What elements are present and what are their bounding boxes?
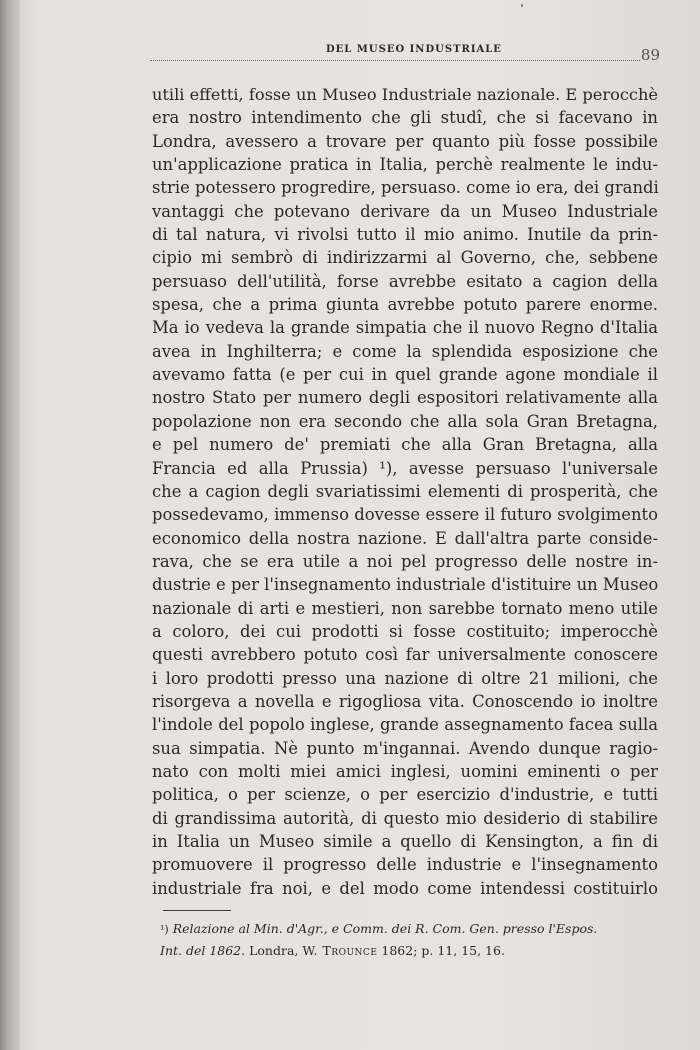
text-line: avea in Inghilterra; e come la splendida esposizione che [152, 341, 658, 361]
text-line: Londra, avessero a trovare per quanto più fosse possibile [152, 131, 658, 151]
text-line: questi avrebbero potuto così far universalmente conoscere [152, 645, 658, 665]
text-line: cipio mi sembrò di indirizzarmi al Governo, che, sebbene [152, 248, 658, 268]
text-line: promuovere il progresso delle industrie e l'insegnamento [152, 855, 658, 875]
footnote [160, 918, 665, 962]
footnote-rule [163, 910, 231, 911]
text-line: vantaggi che potevano derivare da un Museo Industriale [152, 201, 658, 221]
text-line: industriale fra noi, e del modo come intendessi costituirlo [152, 878, 658, 898]
text-line: era nostro intendimento che gli studî, che si facevano in [152, 108, 658, 128]
text-line: economico della nostra nazione. E dall'altra parte conside- [152, 528, 658, 548]
footnote-place: Londra, [249, 943, 299, 958]
page-number: 89 [640, 46, 660, 64]
text-line: rava, che se era utile a noi pel progresso delle nostre in- [152, 551, 658, 571]
footnote-title: Relazione al Min. d'Agr., e Comm. dei R. Com. Gen. presso l'Espos. [172, 921, 598, 936]
text-line: sua simpatia. Nè punto m'ingannai. Avendo dunque ragio- [152, 738, 658, 758]
page-gutter-shadow [0, 0, 20, 1050]
text-line: che a cagion degli svariatissimi elementi di prosperità, che [152, 481, 658, 501]
text-line: di tal natura, vi rivolsi tutto il mio animo. Inutile da prin- [152, 225, 658, 245]
dust-speck [521, 4, 523, 7]
text-line: un'applicazione pratica in Italia, perchè realmente le indu- [152, 155, 658, 175]
footnote-line-2 [160, 940, 665, 962]
running-title: DEL MUSEO INDUSTRIALE [326, 44, 502, 55]
text-line: l'indole del popolo inglese, grande assegnamento facea sulla [152, 715, 658, 735]
text-line: Francia ed alla Prussia) ¹), avesse persuaso l'universale [152, 458, 658, 478]
text-line: risorgeva a novella e rigogliosa vita. Conoscendo io inoltre [152, 691, 658, 711]
text-line: popolazione non era secondo che alla sola Gran Bretagna, [152, 411, 658, 431]
text-line: possedevamo, immenso dovesse essere il futuro svolgimento [152, 505, 658, 525]
text-line: avevamo fatta (e per cui in quel grande agone mondiale il [152, 365, 658, 385]
footnote-marker: ¹) [160, 923, 169, 936]
text-line: Ma io vedeva la grande simpatia che il nuovo Regno d'Italia [152, 318, 658, 338]
text-line: spesa, che a prima giunta avrebbe potuto parere enorme. [152, 295, 658, 315]
footnote-author: W. Trounce [302, 943, 378, 958]
footnote-pages: 1862; p. 11, 15, 16. [381, 943, 505, 958]
running-head [150, 44, 660, 66]
footnote-title-cont: Int. del 1862. [160, 943, 246, 958]
text-line: e pel numero de' premiati che alla Gran Bretagna, alla [152, 435, 658, 455]
text-line: strie potessero progredire, persuaso. come io era, dei grandi [152, 178, 659, 198]
text-line: a coloro, dei cui prodotti si fosse costituito; imperocchè [152, 621, 658, 641]
text-line: di grandissima autorità, di questo mio desiderio di stabilire [152, 808, 658, 828]
text-line: politica, o per scienze, o per esercizio d'industrie, e tutti [152, 785, 658, 805]
text-line: dustrie e per l'insegnamento industriale d'istituire un Museo [152, 575, 659, 595]
text-line: persuaso dell'utilità, forse avrebbe esitato a cagion della [152, 271, 658, 291]
text-line: in Italia un Museo simile a quello di Kensington, a fin di [152, 832, 658, 851]
text-line: i loro prodotti presso una nazione di oltre 21 milioni, che [152, 668, 658, 688]
text-line: nato con molti miei amici inglesi, uomini eminenti o per [152, 761, 658, 781]
footnote-line-1 [160, 918, 665, 940]
text-line: utili effetti, fosse un Museo Industriale nazionale. E perocchè [152, 85, 658, 104]
text-line: nazionale di arti e mestieri, non sarebbe tornato meno utile [152, 598, 658, 618]
body-text [152, 83, 658, 900]
header-dotted-rule [150, 60, 640, 61]
text-line: nostro Stato per numero degli espositori relativamente alla [152, 388, 658, 408]
